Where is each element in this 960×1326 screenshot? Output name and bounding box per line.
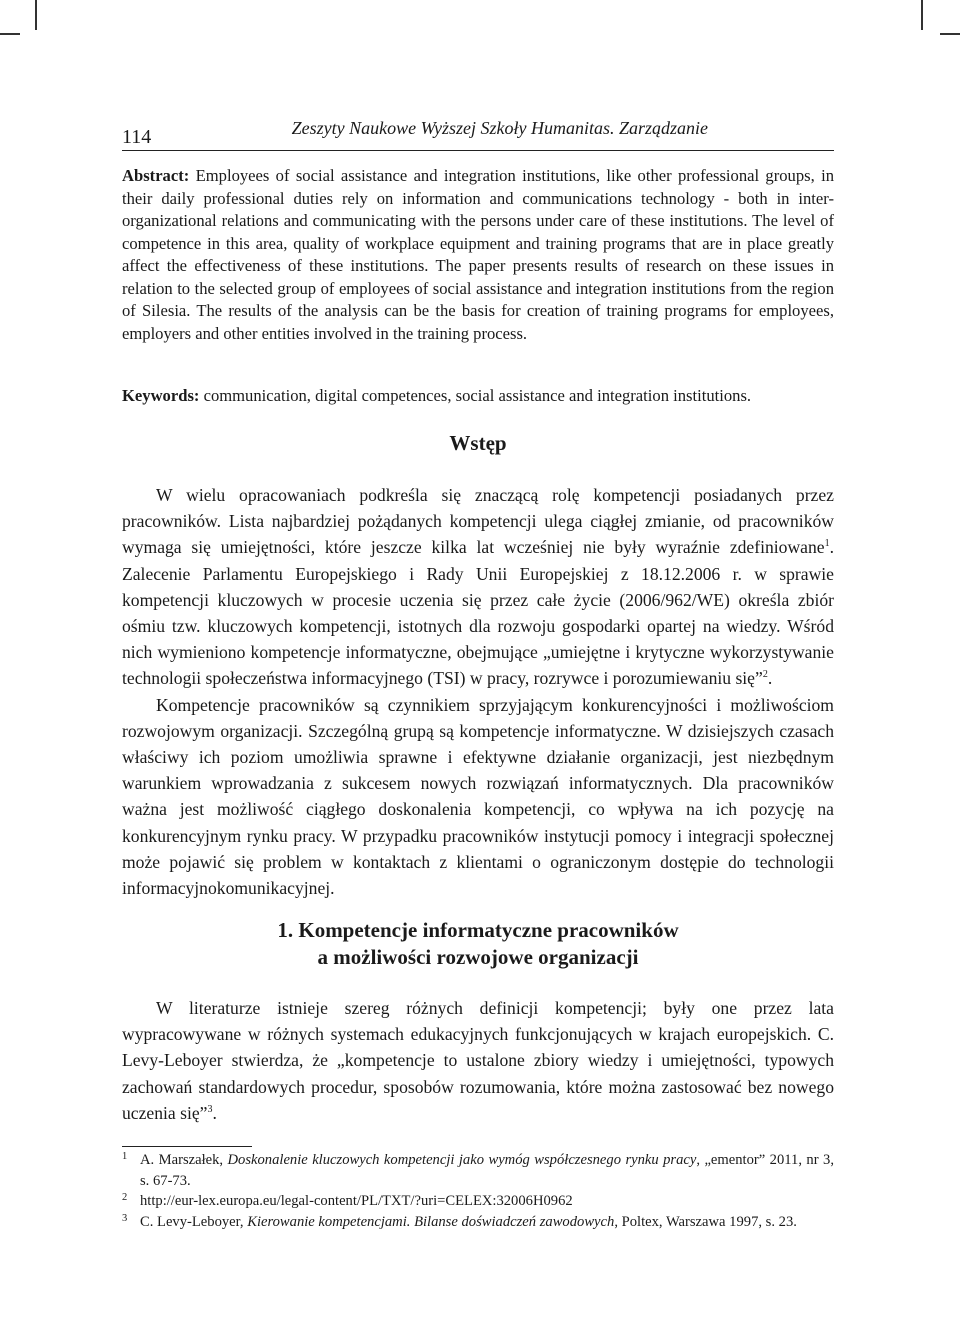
intro-paragraph-2: Kompetencje pracowników są czynnikiem sprzyjającym konkurencyjności i możliwościom rozwojowym organizacji. Szczególną grupą są kompetencje informatyczne. W dzisiejszych czasach właściwy ich poziom umożliwia sprawne i efektywne działanie organizacji, jest niezbędnym warunkiem wprowadzania z sukcesem nowych rozwiązań informatycznych. Dla pracowników ważna jest możliwość ciągłego doskonalenia kompetencji, co wpływa na ich pozycję na konkurencyjnym rynku pracy. W przypadku pracowników instytucji pomocy i integracji społecznej może pojawić się problem w kontaktach z klientami o ograniczonym dostępie do technologii informacyjnokomunikacyjnej.: [122, 694, 834, 899]
keywords-label: Keywords:: [122, 386, 200, 405]
section-1-heading-line-2: a możliwości rozwojowe organizacji: [317, 945, 639, 969]
footnote-link[interactable]: http://eur-lex.europa.eu/legal-content/PL/TXT/?uri=CELEX:32006H0962: [140, 1193, 573, 1209]
footnote-1: [122, 1150, 834, 1191]
footnote-text: A. Marszałek,: [140, 1152, 228, 1168]
page-number: 114: [122, 126, 152, 148]
section-1-heading-line-1: 1. Kompetencje informatyczne pracowników: [277, 918, 679, 942]
abstract: [122, 165, 834, 345]
section-1-p1-text-b: .: [212, 1102, 217, 1123]
intro-p1-text-b: . Zalecenie Parlamentu Europejskiego i Rady Unii Europejskiej z 18.12.2006 r. w sprawie kompetencji kluczowych w procesie uczenia się przez całe życie (2006/962/WE) określa zbiór ośmiu tzw. kluczowych kompetencji, istotnych dla rozwoju gospodarki opartej na wiedzy. Wśród nich wymieniono kompetencje informatyczne, obejmujące „umiejętne i krytyczne wykorzystywanie technologii społeczeństwa informacyjnego (TSI) w pracy, rozrywce i porozumiewaniu się”: [122, 537, 834, 689]
footnote-text: , Poltex, Warszawa 1997, s. 23.: [614, 1213, 797, 1230]
footnote-title: Kierowanie kompetencjami. Bilanse doświadczeń zawodowych: [247, 1213, 615, 1230]
intro-heading: Wstęp: [449, 431, 507, 455]
section-1-heading: [122, 917, 834, 971]
running-header: [122, 116, 834, 151]
section-1-p1-text-a: W literaturze istnieje szereg różnych definicji kompetencji; były one przez lata wypracowywane w różnych systemach edukacyjnych funkcjonujących w krajach europejskich. C. Levy-Leboyer stwierdza, że „kompetencje to ustalone zbiory wiedzy i umiejętności, typowych zachowań standardowych procedur, sposobów rozumowania, które można zastosować bez nowego uczenia się”: [122, 998, 834, 1123]
intro-paragraph-1: [122, 482, 834, 692]
footnote-ref-3: 3: [207, 1103, 213, 1115]
intro-p1-text-c: .: [767, 668, 773, 689]
footnote-2: [122, 1191, 834, 1212]
section-1-body: [122, 995, 834, 1126]
footnote-text: , „ementor” 2011, nr 3, s. 67-73.: [140, 1152, 834, 1189]
section-1-paragraph-1: [122, 995, 834, 1126]
abstract-text: Employees of social assistance and integration institutions, like other professional groups, in their daily professional duties rely on information and communications technology - both in inter-organizational relations and communicating with the persons under care of these institutions. The level of competence in this area, quality of workplace equipment and training programs that are in place greatly affect the effectiveness of these institutions. The paper presents results of research on these issues in relation to the selected group of employees of social assistance and integration institutions from the region of Silesia. The results of the analysis can be the basis for creation of training programs for employees, employers and other entities involved in the training process.: [122, 166, 834, 343]
keywords: [122, 385, 834, 408]
footnote-title: Doskonalenie kluczowych kompetencji jako wymóg współczesnego rynku pracy: [227, 1152, 697, 1168]
crop-mark-top-left-h: [0, 33, 20, 35]
footnote-separator: [122, 1146, 252, 1147]
crop-mark-top-right-h: [940, 33, 960, 35]
footnote-3: [122, 1212, 834, 1233]
abstract-label: Abstract:: [122, 166, 190, 185]
footnote-ref-1: 1: [824, 538, 830, 550]
crop-mark-top-left: [35, 0, 37, 30]
footnote-ref-2: 2: [762, 669, 768, 681]
intro-p1-text-a: W wielu opracowaniach podkreśla się znaczącą rolę kompetencji posiadanych przez pracowników. Lista najbardziej pożądanych kompetencji ulega ciągłej zmianie, od pracowników wymaga się umiejętności, które jeszcze kilka lat wcześniej nie były wyraźnie zdefiniowane: [122, 485, 834, 558]
intro-body: [122, 482, 834, 901]
footnote-number: 3: [122, 1212, 128, 1224]
footnotes: [122, 1150, 834, 1232]
crop-mark-top-right: [921, 0, 923, 30]
journal-title: Zeszyty Naukowe Wyższej Szkoły Humanitas. Zarządzanie: [291, 118, 708, 138]
keywords-text: communication, digital competences, social assistance and integration institutions.: [199, 386, 752, 405]
footnote-number: 2: [122, 1192, 128, 1203]
footnote-text: C. Levy-Leboyer,: [140, 1213, 248, 1230]
footnote-number: 1: [122, 1151, 128, 1162]
